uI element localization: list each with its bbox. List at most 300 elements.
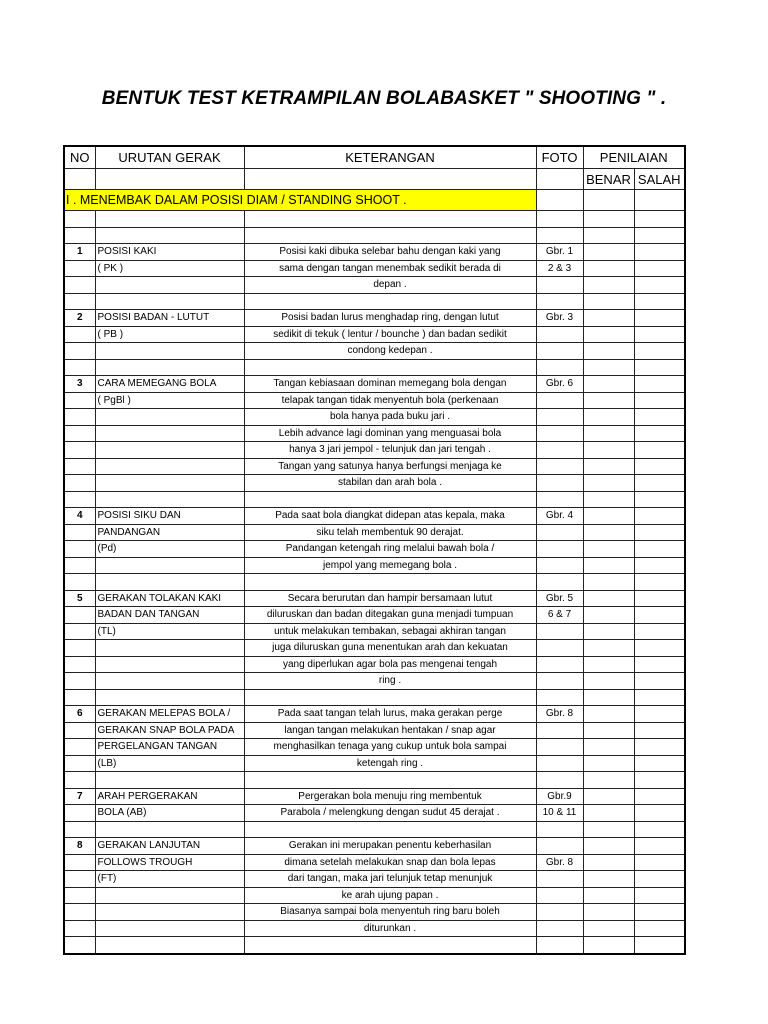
row-urutan-gerak	[95, 475, 244, 492]
row-benar	[583, 904, 634, 921]
row-urutan-gerak	[95, 442, 244, 459]
row-benar	[583, 722, 634, 739]
row-foto: Gbr.9	[536, 788, 583, 805]
row-urutan-gerak	[95, 673, 244, 690]
row-foto	[536, 920, 583, 937]
row-foto	[536, 326, 583, 343]
row-salah	[634, 838, 685, 855]
row-keterangan: Gerakan ini merupakan penentu keberhasilan	[244, 838, 536, 855]
row-number	[64, 887, 95, 904]
row-urutan-gerak: GERAKAN TOLAKAN KAKI	[95, 590, 244, 607]
row-salah	[634, 227, 685, 244]
row-benar	[583, 524, 634, 541]
row-salah	[634, 541, 685, 558]
row-keterangan: juga diluruskan guna menentukan arah dan kekuatan	[244, 640, 536, 657]
row-salah	[634, 590, 685, 607]
row-benar	[583, 458, 634, 475]
row-urutan-gerak: PANDANGAN	[95, 524, 244, 541]
row-benar	[583, 838, 634, 855]
row-foto: Gbr. 5	[536, 590, 583, 607]
row-salah	[634, 656, 685, 673]
row-urutan-gerak	[95, 425, 244, 442]
table-row	[64, 293, 685, 310]
row-number	[64, 425, 95, 442]
row-benar	[583, 640, 634, 657]
row-number	[64, 574, 95, 591]
row-salah	[634, 524, 685, 541]
row-benar	[583, 310, 634, 327]
row-benar	[583, 211, 634, 228]
row-salah	[634, 673, 685, 690]
row-salah	[634, 937, 685, 954]
row-keterangan: diluruskan dan badan ditegakan guna menjadi tumpuan	[244, 607, 536, 624]
table-row	[64, 673, 685, 690]
row-number	[64, 640, 95, 657]
row-foto	[536, 722, 583, 739]
row-keterangan: Pandangan ketengah ring melalui bawah bola /	[244, 541, 536, 558]
header-urutan-gerak: URUTAN GERAK	[95, 146, 244, 169]
row-foto	[536, 359, 583, 376]
table-row	[64, 805, 685, 822]
row-keterangan	[244, 574, 536, 591]
table-row	[64, 920, 685, 937]
row-number	[64, 409, 95, 426]
row-benar	[583, 260, 634, 277]
row-number	[64, 392, 95, 409]
row-salah	[634, 904, 685, 921]
row-urutan-gerak: (Pd)	[95, 541, 244, 558]
row-salah	[634, 871, 685, 888]
row-number: 2	[64, 310, 95, 327]
table-row	[64, 524, 685, 541]
row-urutan-gerak: (TL)	[95, 623, 244, 640]
row-urutan-gerak: PERGELANGAN TANGAN	[95, 739, 244, 756]
row-benar	[583, 491, 634, 508]
row-salah	[634, 887, 685, 904]
row-keterangan: Pada saat tangan telah lurus, maka gerakan perge	[244, 706, 536, 723]
row-benar	[583, 277, 634, 294]
row-urutan-gerak	[95, 343, 244, 360]
row-salah	[634, 442, 685, 459]
table-row	[64, 442, 685, 459]
row-salah	[634, 821, 685, 838]
row-foto	[536, 293, 583, 310]
row-keterangan: Pada saat bola diangkat didepan atas kepala, maka	[244, 508, 536, 525]
row-benar	[583, 392, 634, 409]
row-benar	[583, 376, 634, 393]
row-foto	[536, 475, 583, 492]
row-benar	[583, 772, 634, 789]
row-keterangan: ke arah ujung papan .	[244, 887, 536, 904]
row-foto: 6 & 7	[536, 607, 583, 624]
row-keterangan	[244, 491, 536, 508]
row-urutan-gerak: BADAN DAN TANGAN	[95, 607, 244, 624]
table-row	[64, 227, 685, 244]
table-row	[64, 623, 685, 640]
row-benar	[583, 788, 634, 805]
table-row	[64, 607, 685, 624]
row-number: 4	[64, 508, 95, 525]
table-row	[64, 409, 685, 426]
row-number	[64, 359, 95, 376]
row-benar	[583, 475, 634, 492]
row-number	[64, 343, 95, 360]
table-row	[64, 491, 685, 508]
row-keterangan: Tangan yang satunya hanya berfungsi menjaga ke	[244, 458, 536, 475]
row-foto	[536, 211, 583, 228]
table-row	[64, 871, 685, 888]
row-urutan-gerak	[95, 689, 244, 706]
row-keterangan: sedikit di tekuk ( lentur / bounche ) dan badan sedikit	[244, 326, 536, 343]
row-foto: Gbr. 6	[536, 376, 583, 393]
row-foto	[536, 623, 583, 640]
row-keterangan: depan .	[244, 277, 536, 294]
row-number	[64, 739, 95, 756]
row-urutan-gerak	[95, 937, 244, 954]
table-row	[64, 838, 685, 855]
row-foto	[536, 904, 583, 921]
row-benar	[583, 227, 634, 244]
row-salah	[634, 458, 685, 475]
row-benar	[583, 607, 634, 624]
row-salah	[634, 277, 685, 294]
row-salah	[634, 574, 685, 591]
row-salah	[634, 359, 685, 376]
row-salah	[634, 788, 685, 805]
row-benar	[583, 359, 634, 376]
row-foto	[536, 871, 583, 888]
row-foto	[536, 343, 583, 360]
row-keterangan: telapak tangan tidak menyentuh bola (perkenaan	[244, 392, 536, 409]
row-foto	[536, 574, 583, 591]
row-urutan-gerak	[95, 772, 244, 789]
row-salah	[634, 326, 685, 343]
table-row	[64, 854, 685, 871]
table-row	[64, 541, 685, 558]
row-urutan-gerak	[95, 359, 244, 376]
row-salah	[634, 343, 685, 360]
row-number	[64, 656, 95, 673]
row-keterangan	[244, 821, 536, 838]
row-urutan-gerak	[95, 293, 244, 310]
row-benar	[583, 755, 634, 772]
row-number	[64, 904, 95, 921]
row-keterangan	[244, 772, 536, 789]
table-row	[64, 904, 685, 921]
row-foto	[536, 541, 583, 558]
assessment-table	[63, 145, 686, 955]
row-number	[64, 871, 95, 888]
row-keterangan: Secara berurutan dan hampir bersamaan lutut	[244, 590, 536, 607]
row-number	[64, 755, 95, 772]
row-salah	[634, 920, 685, 937]
row-benar	[583, 854, 634, 871]
row-foto	[536, 425, 583, 442]
row-number	[64, 227, 95, 244]
row-keterangan: Parabola / melengkung dengan sudut 45 derajat .	[244, 805, 536, 822]
table-row	[64, 689, 685, 706]
row-urutan-gerak	[95, 491, 244, 508]
section-row	[64, 190, 685, 211]
row-number	[64, 491, 95, 508]
row-number	[64, 722, 95, 739]
row-salah	[634, 772, 685, 789]
row-keterangan: Lebih advance lagi dominan yang menguasai bola	[244, 425, 536, 442]
row-urutan-gerak	[95, 458, 244, 475]
row-benar	[583, 805, 634, 822]
table-row	[64, 590, 685, 607]
row-foto	[536, 277, 583, 294]
row-keterangan: jempol yang memegang bola .	[244, 557, 536, 574]
table-row	[64, 722, 685, 739]
row-salah	[634, 508, 685, 525]
row-number	[64, 623, 95, 640]
row-foto	[536, 937, 583, 954]
row-keterangan	[244, 227, 536, 244]
row-salah	[634, 854, 685, 871]
table-row	[64, 739, 685, 756]
table-row	[64, 244, 685, 261]
row-foto	[536, 838, 583, 855]
row-number	[64, 673, 95, 690]
table-row	[64, 392, 685, 409]
row-salah	[634, 425, 685, 442]
row-salah	[634, 310, 685, 327]
row-number: 5	[64, 590, 95, 607]
row-salah	[634, 211, 685, 228]
row-foto	[536, 392, 583, 409]
row-keterangan: yang diperlukan agar bola pas mengenai tengah	[244, 656, 536, 673]
row-salah	[634, 689, 685, 706]
row-keterangan: menghasilkan tenaga yang cukup untuk bola sampai	[244, 739, 536, 756]
row-salah	[634, 706, 685, 723]
table-row	[64, 425, 685, 442]
row-number	[64, 920, 95, 937]
row-urutan-gerak: BOLA (AB)	[95, 805, 244, 822]
row-salah	[634, 739, 685, 756]
row-urutan-gerak: ( PB )	[95, 326, 244, 343]
header-benar: BENAR	[583, 169, 634, 190]
row-keterangan: bola hanya pada buku jari .	[244, 409, 536, 426]
table-row	[64, 656, 685, 673]
row-salah	[634, 755, 685, 772]
table-row	[64, 343, 685, 360]
table-row	[64, 475, 685, 492]
row-urutan-gerak: (FT)	[95, 871, 244, 888]
row-urutan-gerak	[95, 887, 244, 904]
row-salah	[634, 607, 685, 624]
row-benar	[583, 244, 634, 261]
row-urutan-gerak	[95, 211, 244, 228]
row-salah	[634, 722, 685, 739]
row-keterangan: langan tangan melakukan hentakan / snap agar	[244, 722, 536, 739]
row-keterangan: ketengah ring .	[244, 755, 536, 772]
row-number	[64, 326, 95, 343]
row-foto	[536, 887, 583, 904]
row-number	[64, 821, 95, 838]
row-benar	[583, 442, 634, 459]
header-salah: SALAH	[634, 169, 685, 190]
row-urutan-gerak	[95, 640, 244, 657]
row-foto: 2 & 3	[536, 260, 583, 277]
row-keterangan: siku telah membentuk 90 derajat.	[244, 524, 536, 541]
row-benar	[583, 326, 634, 343]
row-urutan-gerak: FOLLOWS TROUGH	[95, 854, 244, 871]
row-foto	[536, 524, 583, 541]
row-keterangan: dari tangan, maka jari telunjuk tetap menunjuk	[244, 871, 536, 888]
row-keterangan: hanya 3 jari jempol - telunjuk dan jari tengah .	[244, 442, 536, 459]
row-foto: Gbr. 1	[536, 244, 583, 261]
row-number	[64, 475, 95, 492]
row-number	[64, 260, 95, 277]
table-row	[64, 755, 685, 772]
table-row	[64, 260, 685, 277]
table-row	[64, 937, 685, 954]
row-number: 1	[64, 244, 95, 261]
row-keterangan	[244, 359, 536, 376]
row-number	[64, 211, 95, 228]
row-foto	[536, 673, 583, 690]
row-salah	[634, 260, 685, 277]
row-benar	[583, 656, 634, 673]
row-benar	[583, 937, 634, 954]
row-number	[64, 772, 95, 789]
table-row	[64, 772, 685, 789]
row-foto	[536, 640, 583, 657]
row-number	[64, 458, 95, 475]
row-keterangan: Posisi badan lurus menghadap ring, dengan lutut	[244, 310, 536, 327]
table-row	[64, 640, 685, 657]
row-foto	[536, 491, 583, 508]
row-foto	[536, 409, 583, 426]
row-foto	[536, 821, 583, 838]
row-number: 8	[64, 838, 95, 855]
row-foto	[536, 689, 583, 706]
row-number	[64, 607, 95, 624]
row-foto	[536, 739, 583, 756]
row-benar	[583, 574, 634, 591]
row-number	[64, 541, 95, 558]
row-urutan-gerak	[95, 656, 244, 673]
row-foto: Gbr. 4	[536, 508, 583, 525]
row-keterangan	[244, 211, 536, 228]
row-keterangan	[244, 689, 536, 706]
row-keterangan: untuk melakukan tembakan, sebagai akhiran tangan	[244, 623, 536, 640]
row-number	[64, 524, 95, 541]
row-urutan-gerak	[95, 920, 244, 937]
row-benar	[583, 920, 634, 937]
table-row	[64, 310, 685, 327]
row-number	[64, 937, 95, 954]
row-keterangan: condong kedepan .	[244, 343, 536, 360]
row-number	[64, 557, 95, 574]
row-foto: Gbr. 8	[536, 854, 583, 871]
document-title: BENTUK TEST KETRAMPILAN BOLABASKET " SHOOTING " .	[101, 88, 667, 109]
row-urutan-gerak: POSISI SIKU DAN	[95, 508, 244, 525]
row-salah	[634, 805, 685, 822]
row-number: 3	[64, 376, 95, 393]
row-benar	[583, 887, 634, 904]
row-foto	[536, 772, 583, 789]
table-row	[64, 508, 685, 525]
table-row	[64, 359, 685, 376]
row-salah	[634, 244, 685, 261]
row-urutan-gerak: GERAKAN LANJUTAN	[95, 838, 244, 855]
row-number	[64, 689, 95, 706]
row-salah	[634, 409, 685, 426]
table-row	[64, 574, 685, 591]
row-salah	[634, 392, 685, 409]
row-urutan-gerak: POSISI BADAN - LUTUT	[95, 310, 244, 327]
row-number	[64, 293, 95, 310]
row-foto	[536, 458, 583, 475]
row-foto: 10 & 11	[536, 805, 583, 822]
row-keterangan: ring .	[244, 673, 536, 690]
row-number	[64, 854, 95, 871]
header-row-2	[64, 169, 685, 190]
row-urutan-gerak: (LB)	[95, 755, 244, 772]
row-urutan-gerak	[95, 409, 244, 426]
row-urutan-gerak	[95, 821, 244, 838]
row-urutan-gerak: GERAKAN SNAP BOLA PADA	[95, 722, 244, 739]
row-benar	[583, 293, 634, 310]
row-benar	[583, 689, 634, 706]
row-benar	[583, 706, 634, 723]
row-salah	[634, 557, 685, 574]
row-foto	[536, 227, 583, 244]
row-keterangan: Posisi kaki dibuka selebar bahu dengan kaki yang	[244, 244, 536, 261]
row-keterangan: stabilan dan arah bola .	[244, 475, 536, 492]
header-keterangan: KETERANGAN	[244, 146, 536, 169]
row-number	[64, 277, 95, 294]
row-urutan-gerak	[95, 574, 244, 591]
row-salah	[634, 293, 685, 310]
table-row	[64, 376, 685, 393]
section-title: I . MENEMBAK DALAM POSISI DIAM / STANDING SHOOT .	[64, 190, 536, 211]
table-row	[64, 557, 685, 574]
row-urutan-gerak: ( PK )	[95, 260, 244, 277]
table-row	[64, 277, 685, 294]
row-salah	[634, 376, 685, 393]
header-row-1	[64, 146, 685, 169]
row-keterangan: diturunkan .	[244, 920, 536, 937]
row-number: 6	[64, 706, 95, 723]
table-row	[64, 706, 685, 723]
header-no: NO	[64, 146, 95, 169]
row-benar	[583, 541, 634, 558]
row-foto: Gbr. 3	[536, 310, 583, 327]
row-salah	[634, 491, 685, 508]
row-foto	[536, 755, 583, 772]
row-benar	[583, 871, 634, 888]
table-row	[64, 788, 685, 805]
row-keterangan: dimana setelah melakukan snap dan bola lepas	[244, 854, 536, 871]
table-row	[64, 326, 685, 343]
row-foto	[536, 656, 583, 673]
row-number	[64, 805, 95, 822]
row-keterangan: Pergerakan bola menuju ring membentuk	[244, 788, 536, 805]
row-urutan-gerak: POSISI KAKI	[95, 244, 244, 261]
row-benar	[583, 623, 634, 640]
row-foto	[536, 442, 583, 459]
row-foto	[536, 557, 583, 574]
row-salah	[634, 640, 685, 657]
row-benar	[583, 409, 634, 426]
row-foto: Gbr. 8	[536, 706, 583, 723]
table-row	[64, 458, 685, 475]
row-urutan-gerak: ARAH PERGERAKAN	[95, 788, 244, 805]
row-urutan-gerak: ( PgBl )	[95, 392, 244, 409]
